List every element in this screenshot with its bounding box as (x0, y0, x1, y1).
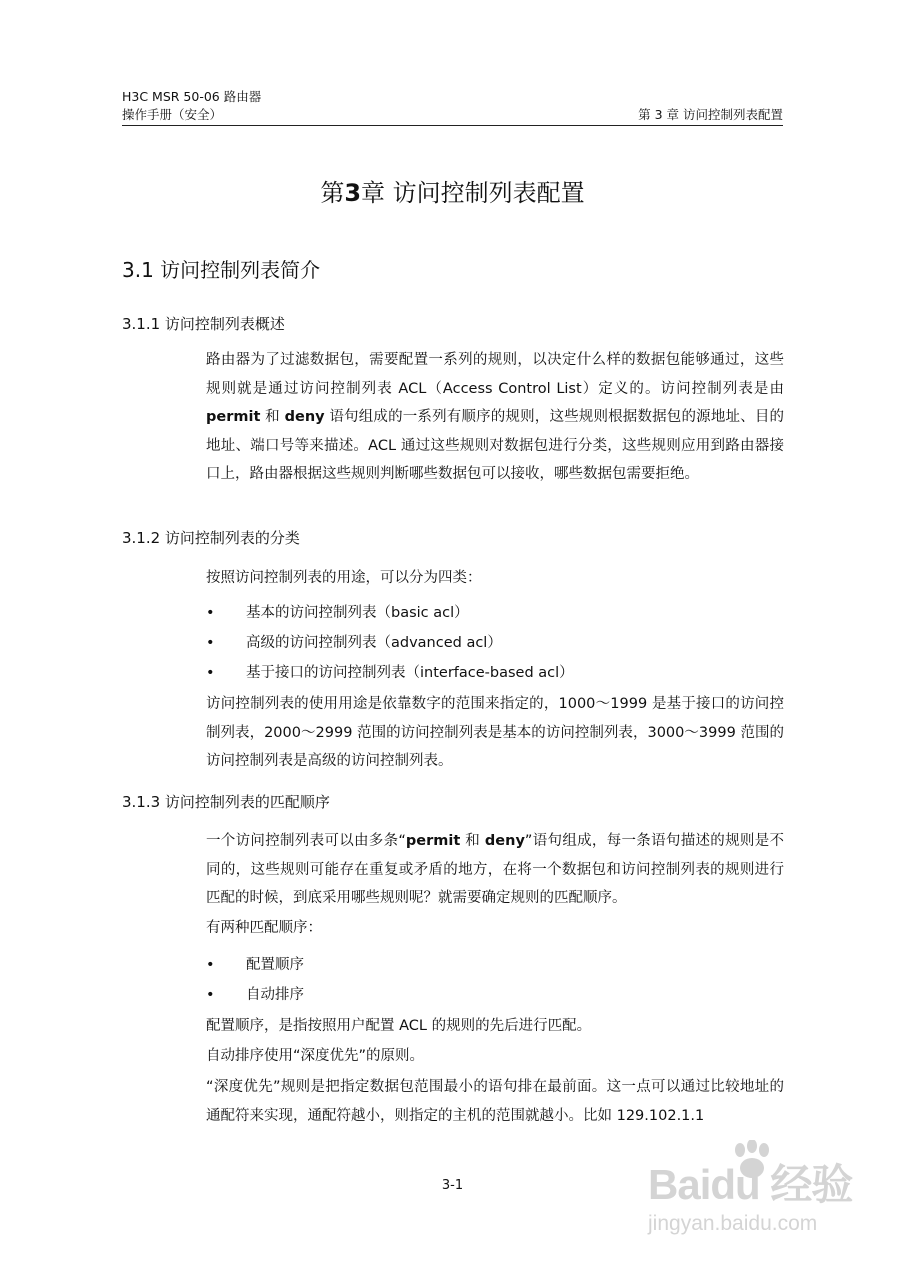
list-item: • 自动排序 (206, 987, 304, 1003)
section-3-1-1-heading: 3.1.1 访问控制列表概述 (122, 315, 285, 333)
list-item: • 基本的访问控制列表（basic acl） (206, 605, 469, 621)
acl-overview-paragraph: 路由器为了过滤数据包，需要配置一系列的规则，以决定什么样的数据包能够通过，这些规则就是通过访问控制列表 ACL（Access Control List）定义的。访问控制列表是由 permit 和 deny 语句组成的一系列有顺序的规则，这些规则根据数据包的源地址、目的地址、端口号等来描述。ACL 通过这些规则对数据包进行分类，这些规则应用到路由器接口上，路由器根据这些规则判断哪些数据包可以接收，哪些数据包需要拒绝。 (206, 352, 785, 482)
list-item: • 配置顺序 (206, 957, 304, 973)
auto-order-paragraph: 自动排序使用“深度优先”的原则。 (206, 1048, 425, 1064)
running-header-left (122, 88, 261, 124)
page-number: 3-1 (441, 1178, 464, 1193)
depth-first-paragraph: “深度优先”规则是把指定数据包范围最小的语句排在最前面。这一点可以通过比较地址的通配符来实现，通配符越小，则指定的主机的范围就越小。比如 129.102.1.1 (206, 1079, 784, 1124)
header-chapter: 第 3 章 访问控制列表配置 (638, 107, 783, 122)
header-manual: 操作手册（安全） (122, 107, 223, 122)
baidu-jingyan-watermark (648, 1140, 863, 1246)
watermark-url: jingyan.baidu.com (648, 1212, 818, 1235)
list-item: • 高级的访问控制列表（advanced acl） (206, 635, 502, 651)
header-divider (122, 125, 783, 126)
section-3-1-3-heading: 3.1.3 访问控制列表的匹配顺序 (122, 793, 330, 811)
match-order-paragraph: 一个访问控制列表可以由多条“permit 和 deny”语句组成，每一条语句描述的规则是不同的，这些规则可能存在重复或矛盾的地方，在将一个数据包和访问控制列表的规则进行匹配的时候，到底采用哪些规则呢？就需要确定规则的匹配顺序。 (206, 833, 785, 906)
list-item: • 基于接口的访问控制列表（interface-based acl） (206, 665, 574, 681)
classification-intro: 按照访问控制列表的用途，可以分为四类： (206, 570, 482, 586)
watermark-logo: Baidu 经验 (648, 1161, 853, 1208)
config-order-paragraph: 配置顺序，是指按照用户配置 ACL 的规则的先后进行匹配。 (206, 1018, 592, 1034)
chapter-title: 第3章 访问控制列表配置 (320, 179, 585, 207)
header-product: H3C MSR 50-06 路由器 (122, 89, 262, 104)
acl-number-range-paragraph: 访问控制列表的使用用途是依靠数字的范围来指定的，1000～1999 是基于接口的访问控制列表，2000～2999 范围的访问控制列表是基本的访问控制列表，3000～3999 范围的访问控制列表是高级的访问控制列表。 (206, 696, 784, 769)
section-3-1-2-heading: 3.1.2 访问控制列表的分类 (122, 529, 300, 547)
section-3-1-heading: 3.1 访问控制列表简介 (122, 258, 321, 282)
two-orders-paragraph: 有两种匹配顺序： (206, 920, 322, 936)
